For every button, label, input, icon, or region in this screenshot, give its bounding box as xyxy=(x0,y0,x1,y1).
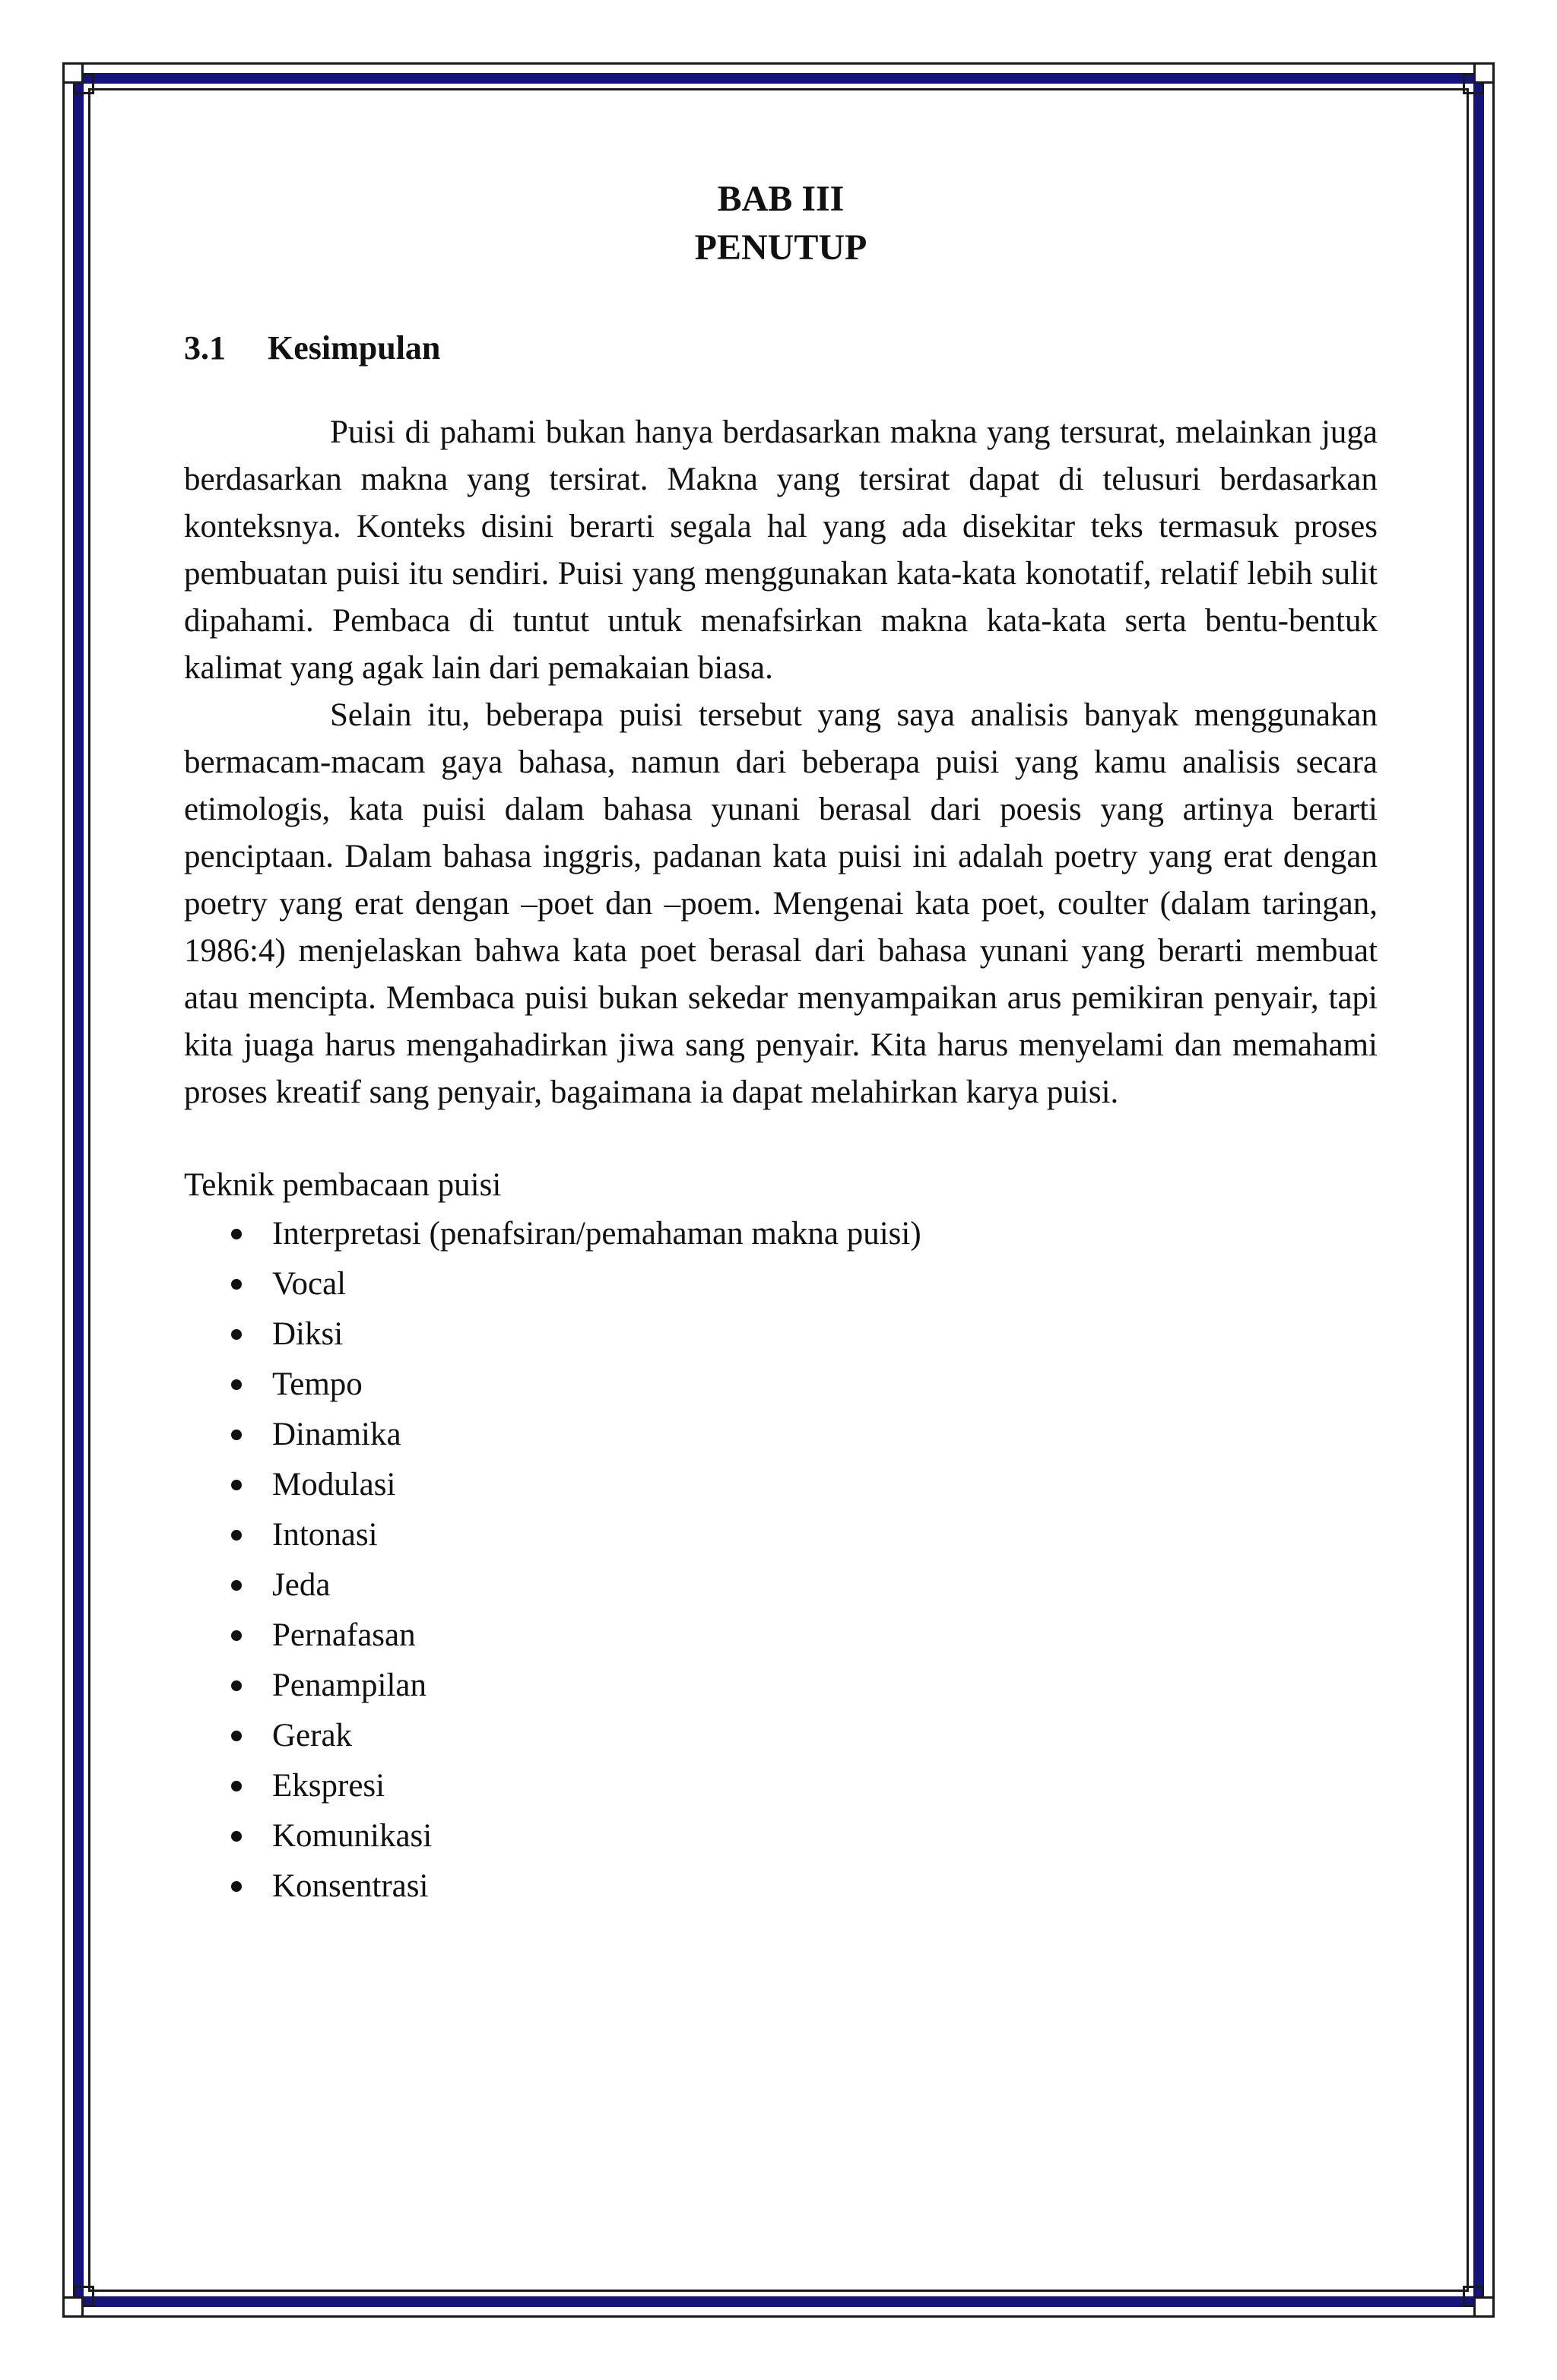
list-item xyxy=(184,1610,1378,1661)
list-item xyxy=(184,1560,1378,1610)
list-item xyxy=(184,1510,1378,1560)
bullet-dot-icon xyxy=(231,1630,242,1641)
list-item-label: Pernafasan xyxy=(272,1617,416,1653)
list-item-label: Konsentrasi xyxy=(272,1868,429,1904)
corner-ornament-top-right xyxy=(1461,62,1495,96)
list-item xyxy=(184,1661,1378,1711)
corner-ornament-bottom-left xyxy=(62,2284,96,2318)
paragraph-1: Puisi di pahami bukan hanya berdasarkan makna yang tersurat, melainkan juga berdasarkan makna yang tersirat. Makna yang tersirat dapat di telusuri berdasarkan konteksnya. Konteks disini berarti segala hal yang ada disekitar teks termasuk proses pembuatan puisi itu sendiri. Puisi yang menggunakan kata-kata konotatif, relatif lebih sulit dipahami. Pembaca di tuntut untuk menafsirkan makna kata-kata serta bentu-bentuk kalimat yang agak lain dari pemakaian biasa. xyxy=(184,414,1378,686)
paragraph-2: Selain itu, beberapa puisi tersebut yang saya analisis banyak menggunakan bermacam-macam gaya bahasa, namun dari beberapa puisi yang kamu analisis secara etimologis, kata puisi dalam bahasa yunani berasal dari poesis yang artinya berarti penciptaan. Dalam bahasa inggris, padanan kata puisi ini adalah poetry yang erat dengan poetry yang erat dengan –poet dan –poem. Mengenai kata poet, coulter (dalam taringan, 1986:4) menjelaskan bahwa kata poet berasal dari bahasa yunani yang berarti membuat atau mencipta. Membaca puisi bukan sekedar menyampaikan arus pemikiran penyair, tapi kita juaga harus mengahadirkan jiwa sang penyair. Kita harus menyelami dan memahami proses kreatif sang penyair, bagaimana ia dapat melahirkan karya puisi. xyxy=(184,697,1378,1110)
list-item-label: Gerak xyxy=(272,1718,353,1753)
corner-ornament-bottom-right xyxy=(1461,2284,1495,2318)
bullet-dot-icon xyxy=(231,1379,242,1390)
list-item xyxy=(184,1861,1378,1912)
list-item-label: Intonasi xyxy=(272,1517,378,1553)
list-item xyxy=(184,1209,1378,1259)
list-item-label: Tempo xyxy=(272,1366,363,1402)
technique-list xyxy=(184,1209,1378,1912)
list-item xyxy=(184,1309,1378,1360)
list-item xyxy=(184,1711,1378,1761)
section-title: Kesimpulan xyxy=(268,329,441,367)
list-item-label: Komunikasi xyxy=(272,1818,433,1854)
list-item-label: Vocal xyxy=(272,1266,347,1302)
section-number: 3.1 xyxy=(184,329,226,367)
bullet-dot-icon xyxy=(231,1430,242,1440)
list-item xyxy=(184,1761,1378,1811)
bullet-dot-icon xyxy=(231,1480,242,1490)
bullet-dot-icon xyxy=(231,1781,242,1791)
section-heading xyxy=(184,325,1378,371)
list-item-label: Diksi xyxy=(272,1316,344,1352)
technique-list-intro: Teknik pembacaan puisi xyxy=(184,1167,502,1203)
chapter-number: BAB III xyxy=(717,179,845,219)
bullet-dot-icon xyxy=(231,1731,242,1741)
bullet-dot-icon xyxy=(231,1530,242,1541)
list-item-label: Dinamika xyxy=(272,1417,401,1452)
bullet-dot-icon xyxy=(231,1680,242,1691)
bullet-dot-icon xyxy=(231,1229,242,1239)
chapter-title: PENUTUP xyxy=(694,227,867,268)
list-item-label: Modulasi xyxy=(272,1467,396,1503)
list-item xyxy=(184,1410,1378,1460)
list-item-label: Ekspresi xyxy=(272,1768,385,1804)
bullet-dot-icon xyxy=(231,1881,242,1892)
bullet-dot-icon xyxy=(231,1329,242,1340)
bullet-dot-icon xyxy=(231,1831,242,1842)
list-item xyxy=(184,1460,1378,1510)
list-item-label: Interpretasi (penafsiran/pemahaman makna puisi) xyxy=(272,1216,921,1252)
list-item xyxy=(184,1811,1378,1861)
list-item xyxy=(184,1259,1378,1309)
page-content xyxy=(184,175,1378,1912)
bullet-dot-icon xyxy=(231,1279,242,1290)
bullet-dot-icon xyxy=(231,1580,242,1591)
corner-ornament-top-left xyxy=(62,62,96,96)
list-item-label: Jeda xyxy=(272,1567,331,1603)
list-item-label: Penampilan xyxy=(272,1668,427,1703)
list-item xyxy=(184,1360,1378,1410)
